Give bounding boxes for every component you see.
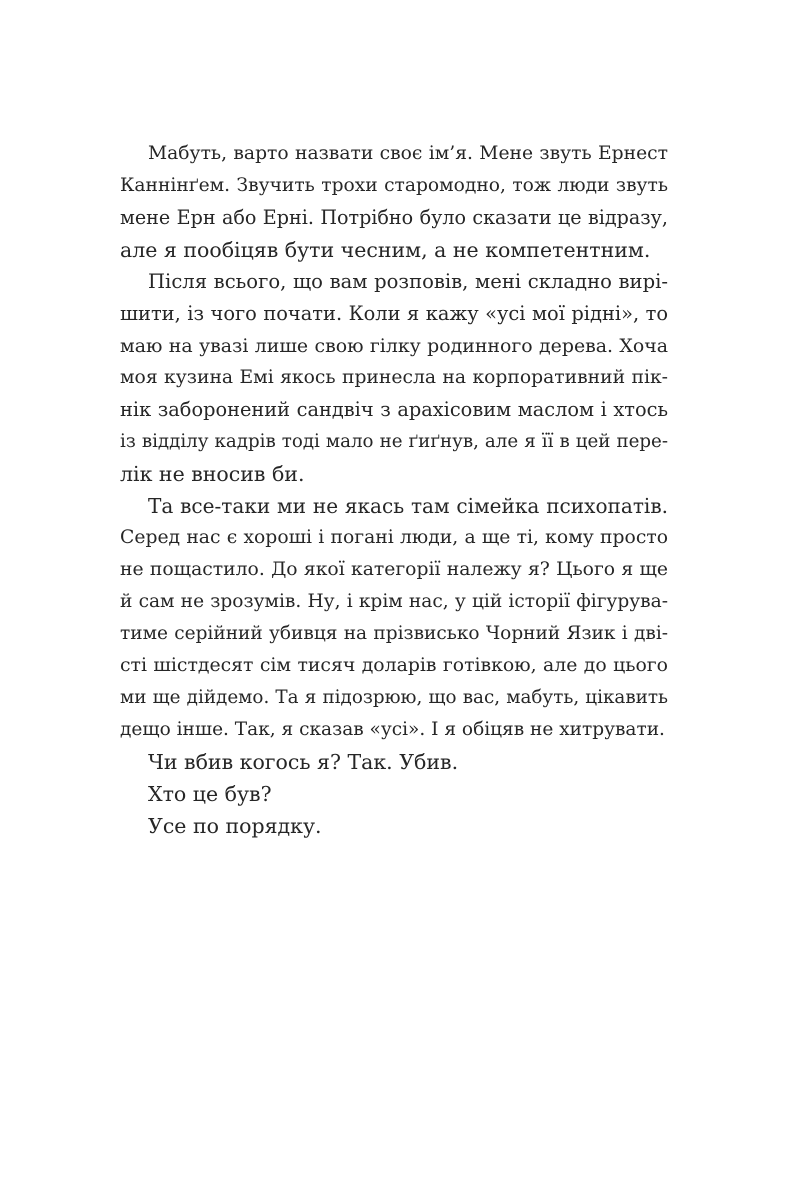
text-line: лік не вносив би. <box>120 462 305 486</box>
text-line: сті шістдесят сім тисяч доларів готівкою, але до цього <box>120 655 668 676</box>
book-page <box>120 138 668 842</box>
text-line: Усе по порядку. <box>148 814 322 838</box>
text-line: не пощастило. До якої категорії належу я? Цього я ще <box>120 559 668 580</box>
text-line: й сам не зрозумів. Ну, і крім нас, у цій історії фігурува- <box>120 591 668 612</box>
text-line: Серед нас є хороші і погані люди, а ще ті, кому просто <box>120 527 668 548</box>
text-line: із відділу кадрів тоді мало не ґиґнув, але я її в цей пере- <box>120 431 668 452</box>
paragraph-2 <box>120 266 668 490</box>
text-line: ми ще дійдемо. Та я підозрюю, що вас, мабуть, цікавить <box>120 687 668 708</box>
text-line: шити, із чого почати. Коли я кажу «усі мої рідні», то <box>120 302 668 325</box>
text-line: Чи вбив когось я? Так. Убив. <box>148 750 459 774</box>
text-line: Мабуть, варто назвати своє ім’я. Мене звуть Ернест <box>148 143 668 164</box>
text-line: маю на увазі лише свою гілку родинного дерева. Хоча <box>120 335 668 357</box>
paragraph-6 <box>120 810 668 842</box>
text-line: Після всього, що вам розповів, мені складно вирі- <box>148 270 668 293</box>
paragraph-1 <box>120 138 668 266</box>
text-line: мене Ерн або Ерні. Потрібно було сказати це відразу, <box>120 206 668 229</box>
text-line: тиме серійний убивця на прізвисько Чорний Язик і дві- <box>120 623 668 644</box>
text-line: моя кузина Емі якось принесла на корпоративний пік- <box>120 367 668 388</box>
text-line: але я пообіцяв бути чесним, а не компетентним. <box>120 238 651 262</box>
text-line: Хто це був? <box>148 782 272 806</box>
paragraph-5 <box>120 778 668 810</box>
paragraph-3 <box>120 490 668 746</box>
text-line: дещо інше. Так, я сказав «усі». І я обіцяв не хитрувати. <box>120 719 665 740</box>
text-line: Каннінґем. Звучить трохи старомодно, тож люди звуть <box>120 175 668 196</box>
paragraph-4 <box>120 746 668 778</box>
text-line: Та все-таки ми не якась там сімейка психопатів. <box>148 494 668 518</box>
text-line: нік заборонений сандвіч з арахісовим маслом і хтось <box>120 398 668 421</box>
